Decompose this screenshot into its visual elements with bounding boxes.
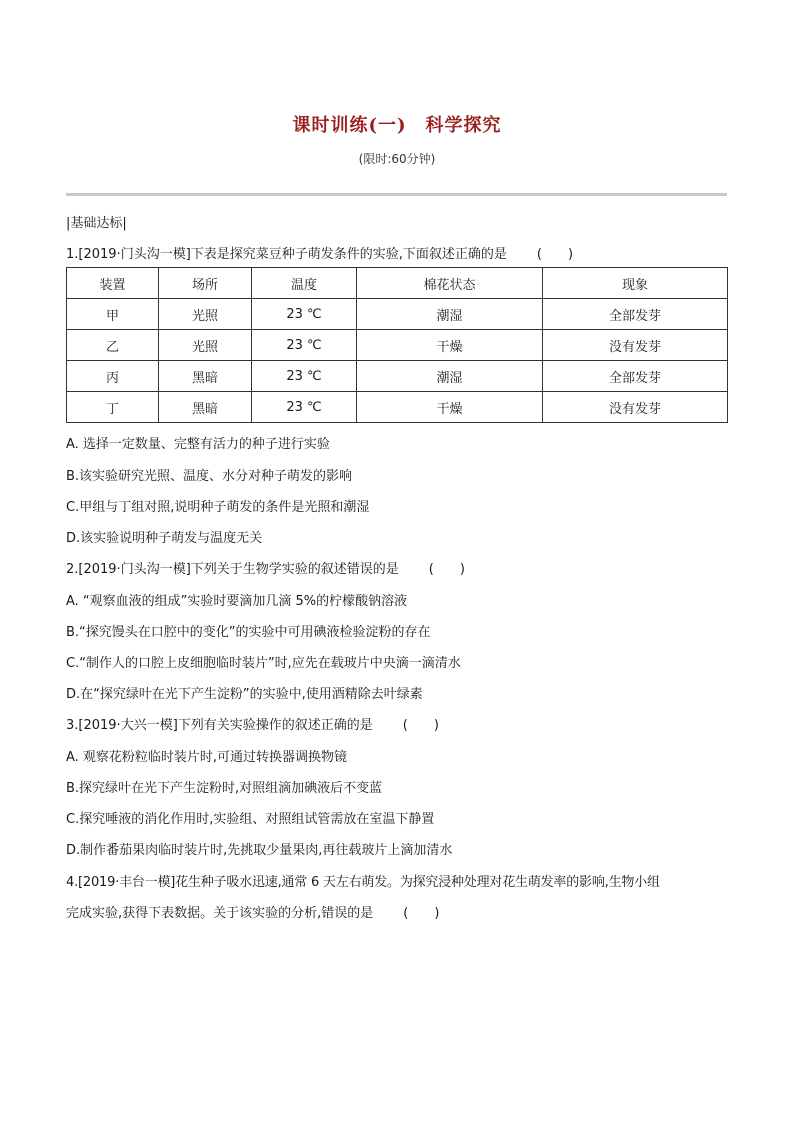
question-1-option-c: C.甲组与丁组对照,说明种子萌发的条件是光照和潮湿	[66, 500, 370, 515]
table-cell: 潮湿	[357, 299, 543, 330]
question-2-option-a: A. “观察血液的组成”实验时要滴加几滴 5%的柠檬酸钠溶液	[66, 594, 408, 609]
table-row	[67, 299, 728, 330]
table-cell: 没有发芽	[543, 392, 728, 423]
question-3-option-b: B.探究绿叶在光下产生淀粉时,对照组滴加碘液后不变蓝	[66, 781, 383, 796]
question-4-stem-line-1: 4.[2019·丰台一模]花生种子吸水迅速,通常 6 天左右萌发。为探究浸种处理对花生萌发率的影响,生物小组	[66, 875, 660, 890]
question-2-stem	[66, 558, 465, 577]
answer-blank: ( )	[428, 562, 465, 577]
seed-germination-table	[66, 267, 728, 423]
table-cell: 光照	[159, 330, 252, 361]
table-row	[67, 361, 728, 392]
table-header-cell: 装置	[67, 268, 159, 299]
table-cell: 23 ℃	[252, 392, 357, 423]
answer-blank: ( )	[403, 906, 440, 921]
question-1-option-d: D.该实验说明种子萌发与温度无关	[66, 531, 263, 546]
table-cell: 干燥	[357, 392, 543, 423]
table-cell: 光照	[159, 299, 252, 330]
question-1-stem	[66, 243, 573, 262]
question-4-stem-line-2	[66, 902, 439, 921]
question-2-option-d: D.在“探究绿叶在光下产生淀粉”的实验中,使用酒精除去叶绿素	[66, 687, 423, 702]
table-row	[67, 392, 728, 423]
question-3-text: 3.[2019·大兴一模]下列有关实验操作的叙述正确的是	[66, 718, 373, 733]
question-1-option-b: B.该实验研究光照、温度、水分对种子萌发的影响	[66, 469, 353, 484]
table-cell: 23 ℃	[252, 299, 357, 330]
table-header-row	[67, 268, 728, 299]
table-cell: 全部发芽	[543, 361, 728, 392]
table-header-cell: 温度	[252, 268, 357, 299]
question-3-option-d: D.制作番茄果肉临时装片时,先挑取少量果肉,再往载玻片上滴加清水	[66, 843, 453, 858]
table-cell: 干燥	[357, 330, 543, 361]
page-title: 课时训练(一) 科学探究	[292, 115, 502, 136]
table-cell: 23 ℃	[252, 330, 357, 361]
time-limit: (限时:60分钟)	[358, 152, 436, 166]
question-3-stem	[66, 714, 439, 733]
section-label: |基础达标|	[66, 216, 127, 231]
answer-blank: ( )	[536, 247, 574, 262]
table-cell: 23 ℃	[252, 361, 357, 392]
table-header-cell: 现象	[543, 268, 728, 299]
table-header-cell: 场所	[159, 268, 252, 299]
table-cell: 全部发芽	[543, 299, 728, 330]
question-2-option-c: C.“制作人的口腔上皮细胞临时装片”时,应先在载玻片中央滴一滴清水	[66, 656, 461, 671]
question-3-option-c: C.探究唾液的消化作用时,实验组、对照组试管需放在室温下静置	[66, 812, 435, 827]
table-cell: 丁	[67, 392, 159, 423]
question-2-text: 2.[2019·门头沟一模]下列关于生物学实验的叙述错误的是	[66, 562, 399, 577]
table-cell: 黑暗	[159, 361, 252, 392]
table-cell: 丙	[67, 361, 159, 392]
divider	[66, 193, 727, 196]
table-cell: 甲	[67, 299, 159, 330]
table-row	[67, 330, 728, 361]
table-cell: 黑暗	[159, 392, 252, 423]
table-cell: 没有发芽	[543, 330, 728, 361]
table-cell: 乙	[67, 330, 159, 361]
question-1-option-a: A. 选择一定数量、完整有活力的种子进行实验	[66, 437, 330, 452]
answer-blank: ( )	[402, 718, 439, 733]
question-2-option-b: B.“探究馒头在口腔中的变化”的实验中可用碘液检验淀粉的存在	[66, 625, 431, 640]
question-3-option-a: A. 观察花粉粒临时装片时,可通过转换器调换物镜	[66, 750, 348, 765]
table-cell: 潮湿	[357, 361, 543, 392]
table-header-cell: 棉花状态	[357, 268, 543, 299]
question-4-text: 完成实验,获得下表数据。关于该实验的分析,错误的是	[66, 906, 374, 921]
question-1-text: 1.[2019·门头沟一模]下表是探究菜豆种子萌发条件的实验,下面叙述正确的是	[66, 247, 507, 262]
